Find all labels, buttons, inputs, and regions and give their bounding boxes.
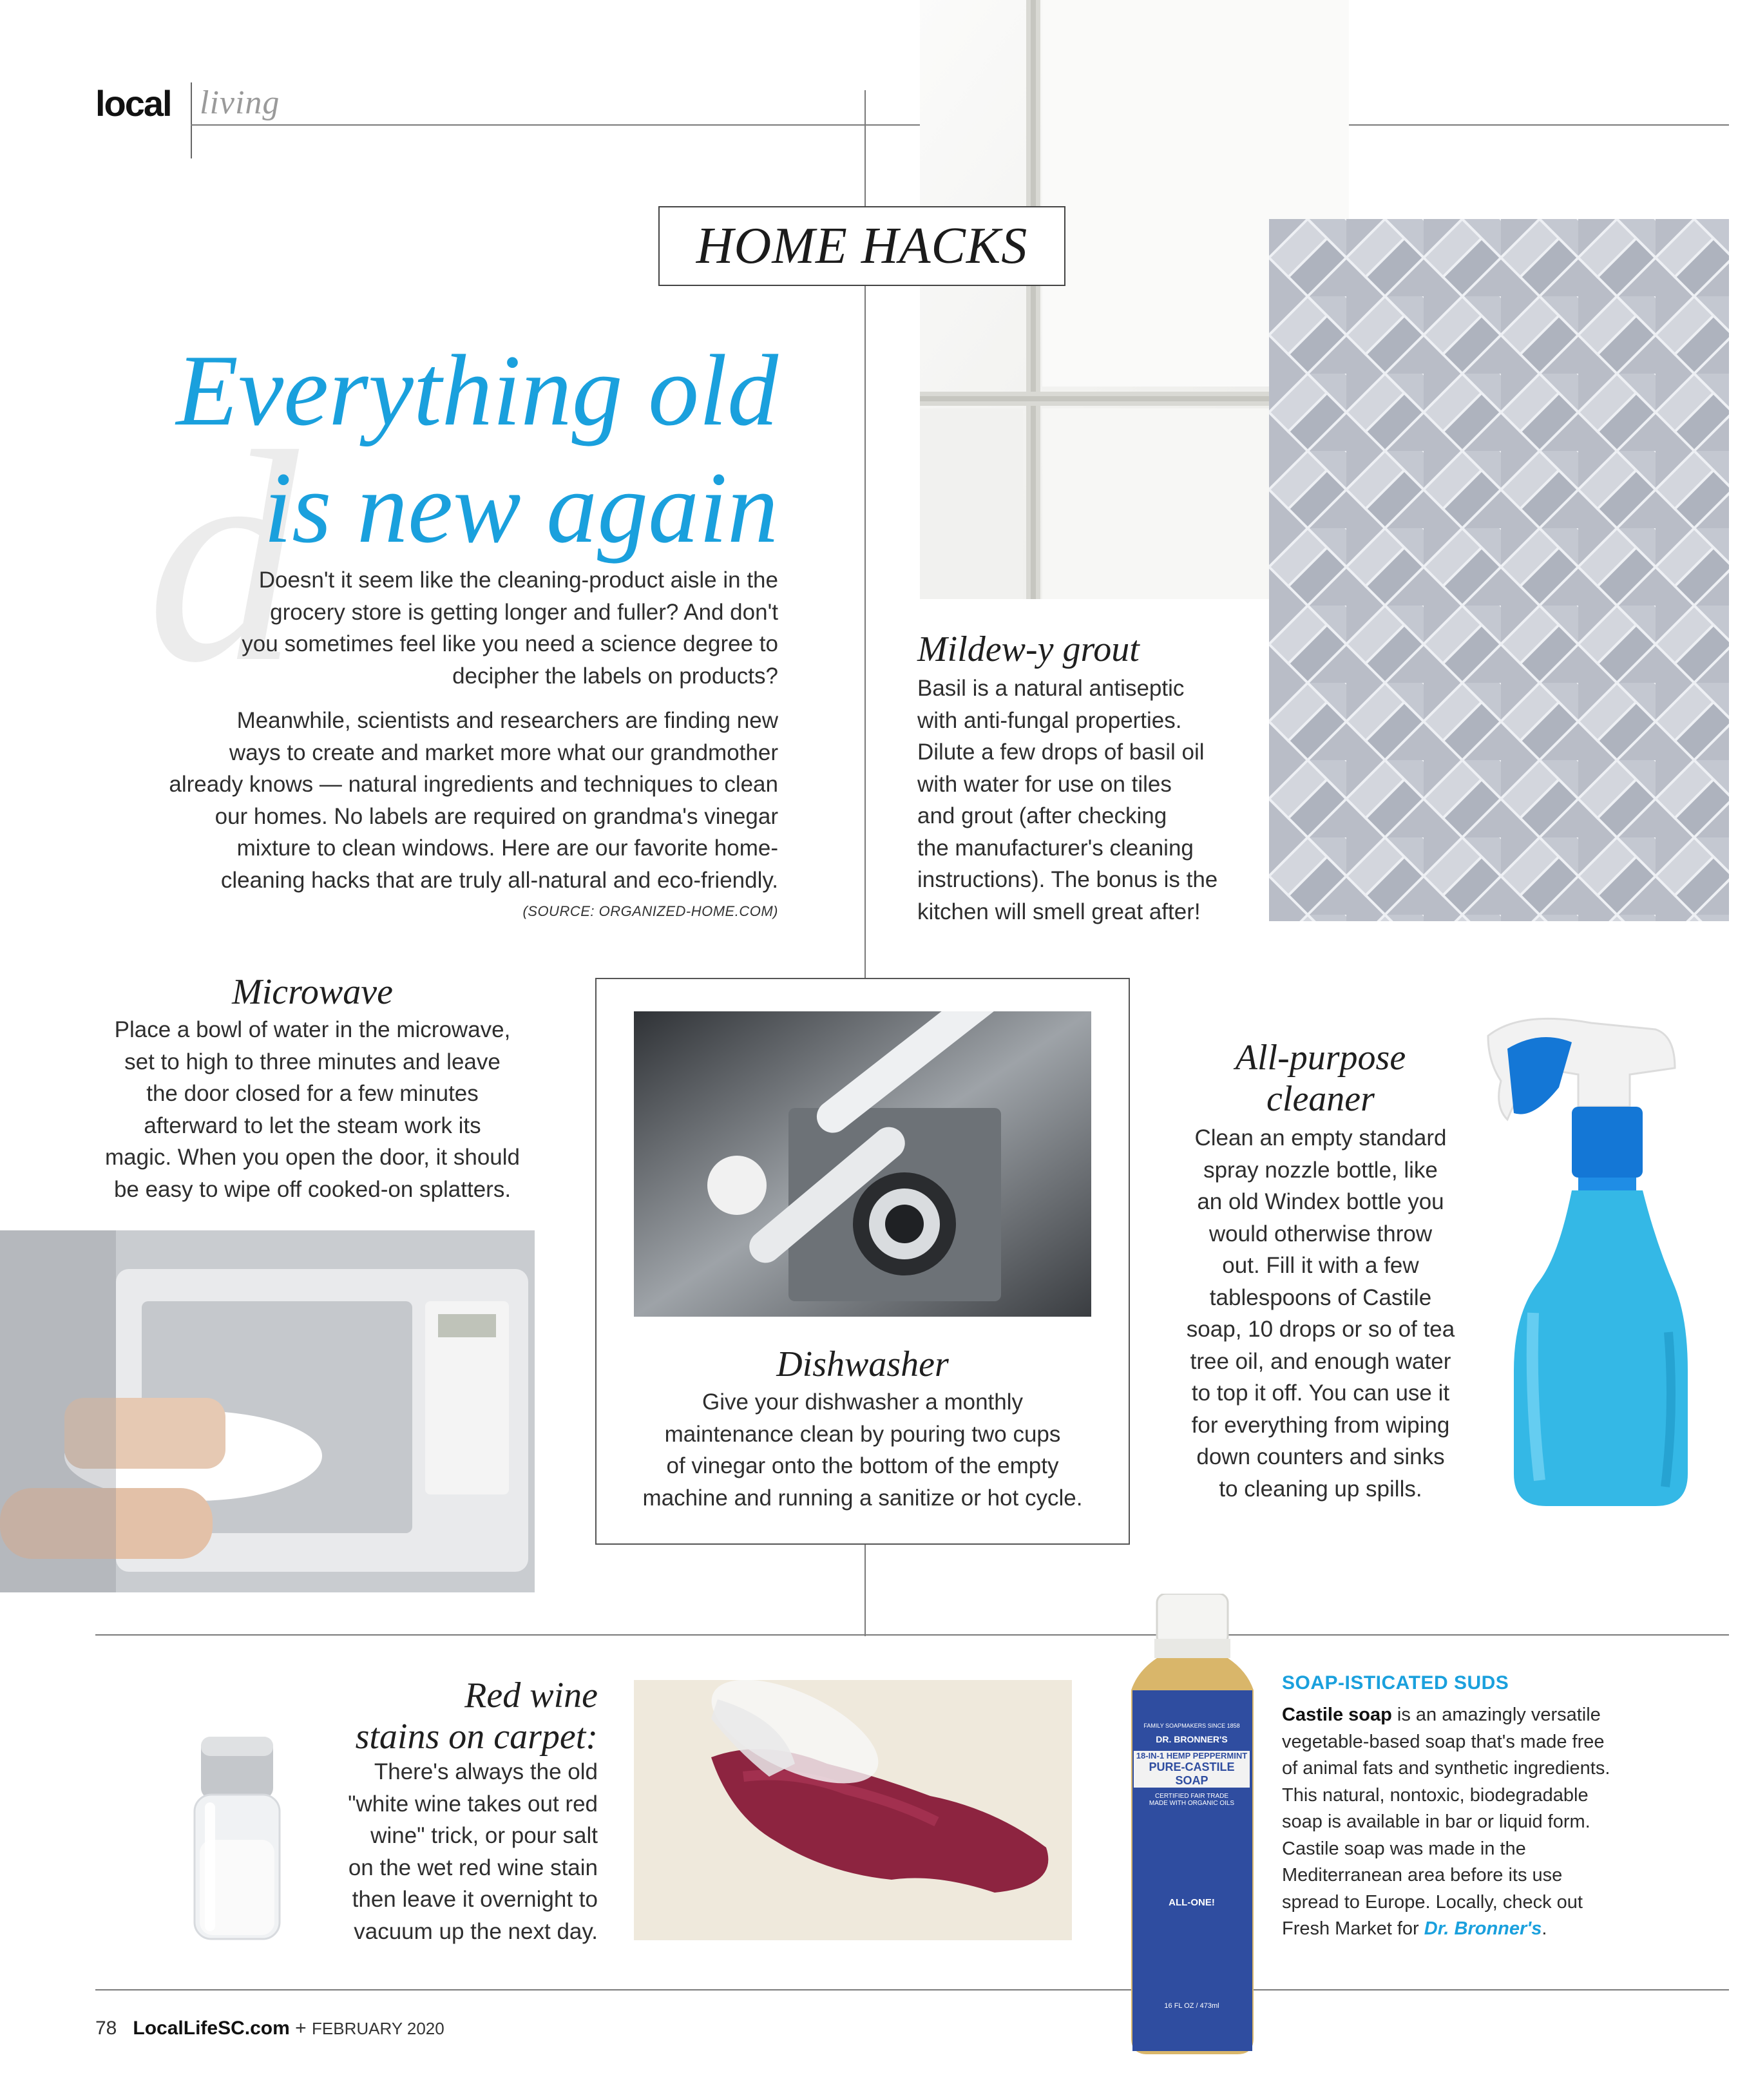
wine-title-line-1: Red wine [464,1675,598,1715]
cleaner-line: tablespoons of Castile [1209,1284,1432,1310]
soap-label-line-4: MADE WITH ORGANIC OILS [1149,1800,1235,1807]
cleaner-line: soap, 10 drops or so of tea [1186,1317,1455,1342]
grout-line: and grout (after checking [917,803,1167,828]
dishwasher-line: machine and running a sanitize or hot cycle. [642,1485,1083,1511]
footer-rule [95,1989,1729,1990]
soap-label-top: FAMILY SOAPMAKERS SINCE 1858 [1143,1723,1240,1729]
intro-line: cleaning hacks that are truly all-natural and eco-friendly. [220,867,778,893]
grout-line: the manufacturer's cleaning [917,835,1194,861]
dishwasher-photo [634,1011,1091,1317]
intro-line: decipher the labels on products? [452,663,778,689]
section-kicker: HOME HACKS [696,217,1028,274]
footer-date: FEBRUARY 2020 [312,2019,444,2038]
dishwasher-line: maintenance clean by pouring two cups [664,1421,1061,1447]
intro-paragraph-1 [102,564,778,692]
wine-title-line-2: stains on carpet: [355,1717,598,1757]
microwave-line: afterward to let the steam work its [144,1112,481,1138]
grout-body [917,673,1265,928]
intro-line: Doesn't it seem like the cleaning-product aisle in the [258,568,778,593]
masthead-rule-right [1346,124,1729,126]
soap-label [1134,1710,1250,2010]
headline-line-2: is new again [263,452,778,564]
headline-line-1: Everything old [176,334,778,447]
sidebar-brand: Dr. Bronner's [1424,1918,1542,1939]
cleaner-line: for everything from wiping [1191,1412,1450,1438]
cleaner-line: to top it off. You can use it [1191,1380,1450,1406]
dishwasher-line: of vinegar onto the bottom of the empty [666,1453,1059,1478]
brand-logo: local [95,83,171,124]
microwave-line: the door closed for a few minutes [146,1081,479,1106]
intro-line: already knows — natural ingredients and techniques to clean [169,772,778,797]
cleaner-line: an old Windex bottle you [1197,1189,1444,1214]
page-number: 78 [95,2018,117,2039]
microwave-body [77,1014,548,1205]
sidebar-title: SOAP-ISTICATED SUDS [1282,1672,1509,1694]
intro-paragraph-2 [102,705,778,896]
masthead-divider [191,82,192,158]
soap-label-brand: DR. BRONNER'S [1156,1734,1228,1744]
soap-label-line-2: PURE-CASTILE SOAP [1134,1761,1250,1788]
grout-line: Dilute a few drops of basil oil [917,740,1205,765]
sidebar-text: is an amazingly versatile vegetable-based soap that's made free of animal fats and synthetic ingredients. This natural, nontoxic, biodegradable soap is available in bar or liquid form. Castile soap was made in the Mediterranean area before its use spread to Europe. Locally, check out Fresh Market for [1282,1704,1610,1939]
grout-line: with water for use on tiles [917,771,1172,797]
soap-label-volume: 16 FL OZ / 473ml [1164,2002,1219,2010]
salt-shaker-photo [182,1730,291,1947]
section-kicker-box [658,206,1065,286]
wine-line: on the wet red wine stain [348,1855,598,1880]
intro-line: Meanwhile, scientists and researchers are finding new [236,708,778,733]
grout-line: instructions). The bonus is the [917,867,1218,892]
grout-title: Mildew-y grout [917,629,1140,669]
cleaner-body [1160,1122,1482,1505]
marble-herringbone-photo [1269,219,1729,921]
cleaner-line: down counters and sinks [1196,1444,1445,1469]
grout-line: Basil is a natural antiseptic [917,676,1185,701]
drop-cap-letter: d [147,389,298,725]
section-name: living [200,84,280,121]
cleaner-title-line-2: cleaner [1266,1079,1375,1119]
cleaner-line: Clean an empty standard [1194,1125,1447,1150]
dishwasher-line: Give your dishwasher a monthly [702,1389,1023,1415]
microwave-title: Microwave [232,972,393,1012]
intro-line: you sometimes feel like you need a science degree to [242,631,778,656]
wine-line: vacuum up the next day. [354,1918,598,1944]
intro-line: ways to create and market more what our grandmother [229,740,778,765]
section-rule [95,1634,1729,1636]
spray-bottle-photo [1482,1010,1701,1519]
cleaner-line: tree oil, and enough water [1190,1348,1451,1374]
cleaner-title-line-1: All-purpose [1235,1038,1406,1078]
cleaner-title [1172,1037,1469,1120]
dishwasher-body [595,1386,1130,1514]
wine-line: wine" trick, or pour salt [370,1823,598,1848]
sidebar-end: . [1542,1918,1547,1939]
microwave-line: Place a bowl of water in the microwave, [114,1017,511,1042]
cleaner-line: to cleaning up spills. [1219,1476,1422,1502]
cleaner-line: spray nozzle bottle, like [1203,1157,1438,1183]
soap-label-badge: ALL-ONE! [1169,1897,1215,1908]
footer-site: LocalLifeSC.com [133,2018,290,2039]
grout-line: kitchen will smell great after! [917,899,1201,924]
wine-line: then leave it overnight to [352,1887,598,1912]
soap-label-line-3: CERTIFIED FAIR TRADE [1154,1793,1229,1800]
microwave-line: magic. When you open the door, it should [104,1145,520,1170]
microwave-photo [0,1230,535,1592]
cleaner-line: out. Fill it with a few [1222,1253,1419,1278]
footer-separator: + [295,2018,307,2039]
sidebar-lead: Castile soap [1282,1704,1392,1725]
headline [70,332,778,567]
source-credit: (SOURCE: ORGANIZED-HOME.COM) [522,903,778,919]
intro-line: grocery store is getting longer and fuller? And don't [270,599,778,625]
wine-line: "white wine takes out red [348,1791,598,1817]
microwave-line: set to high to three minutes and leave [124,1049,501,1074]
page-footer [95,2018,444,2039]
intro-line: mixture to clean windows. Here are our favorite home- [236,835,778,861]
dishwasher-title: Dishwasher [776,1344,949,1384]
wine-stain-photo [634,1680,1072,1940]
cleaner-line: would otherwise throw [1208,1221,1433,1246]
sidebar-body [1282,1702,1617,1943]
wine-line: There's always the old [374,1759,598,1784]
microwave-line: be easy to wipe off cooked-on splatters. [113,1176,511,1202]
intro-line: our homes. No labels are required on grandma's vinegar [215,803,778,829]
grout-line: with anti-fungal properties. [917,707,1182,733]
masthead-rule [191,124,921,126]
soap-label-line-1: 18-IN-1 HEMP PEPPERMINT [1134,1751,1250,1761]
